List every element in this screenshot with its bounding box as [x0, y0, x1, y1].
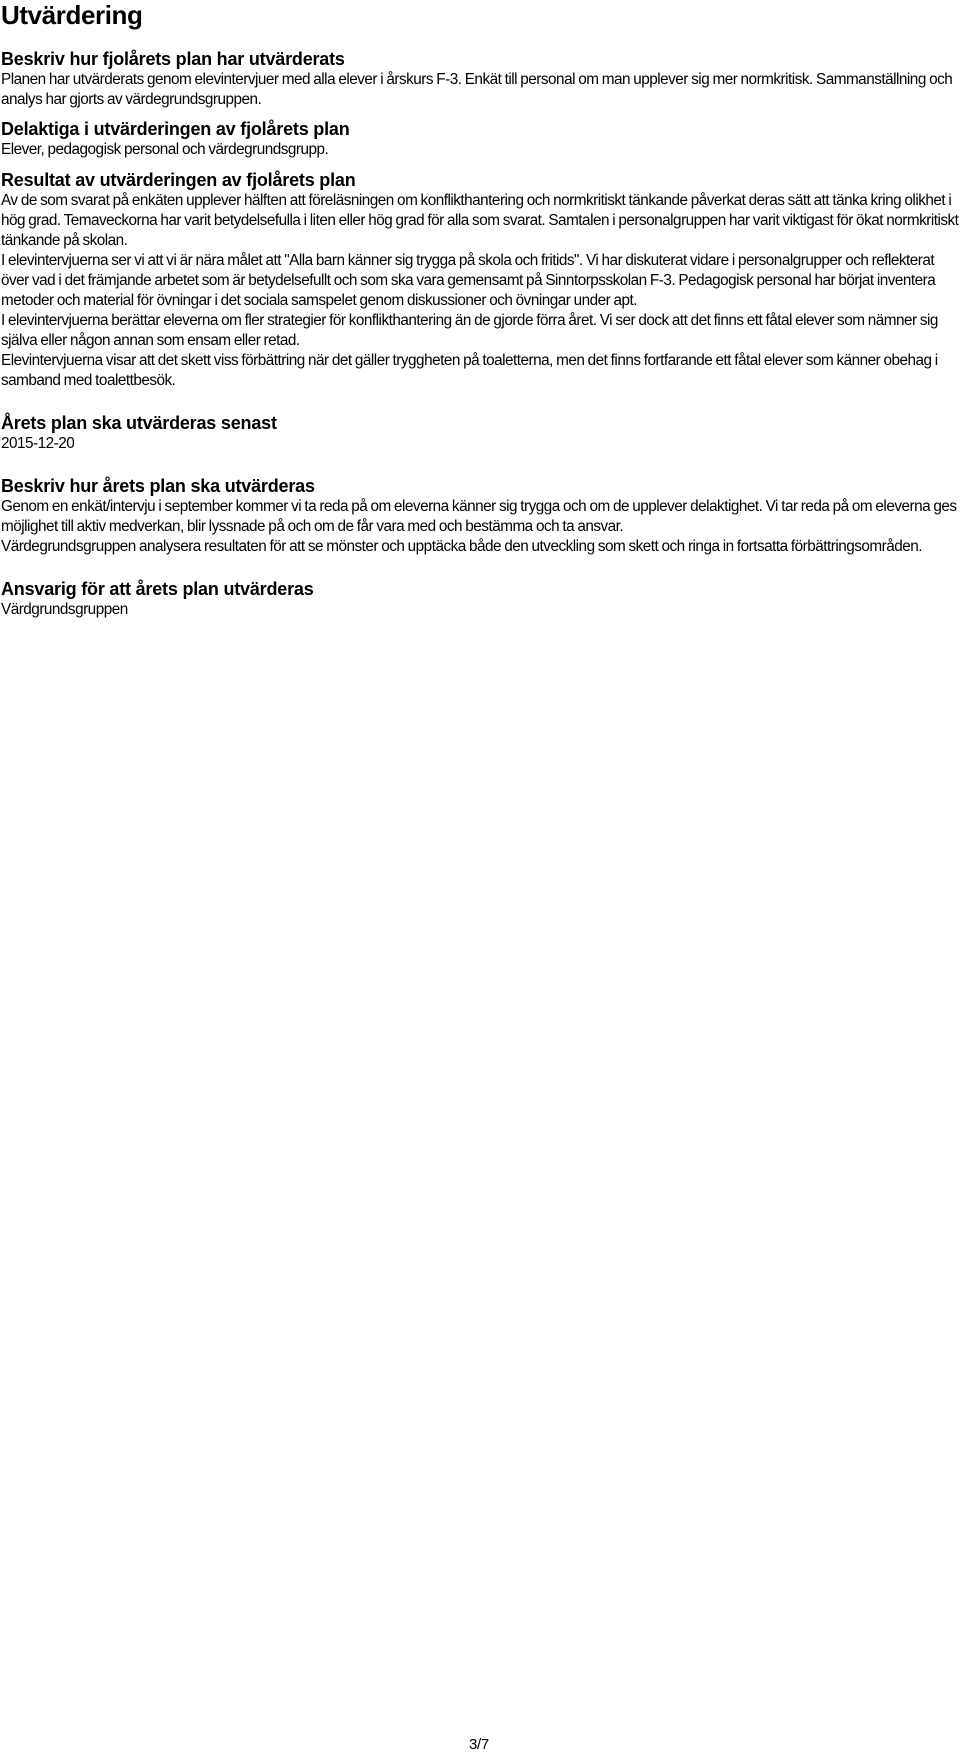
section-evaluation-plan [1, 476, 960, 557]
section-paragraph: Elever, pedagogisk personal och värdegrundsgrupp. [1, 141, 329, 158]
section-heading: Beskriv hur fjolårets plan har utvärderats [1, 49, 345, 69]
section-heading: Ansvarig för att årets plan utvärderas [1, 579, 314, 599]
section-responsible [1, 579, 960, 620]
section-heading: Årets plan ska utvärderas senast [1, 413, 277, 433]
section-paragraph: Av de som svarat på enkäten upplever hälften att föreläsningen om konflikthantering och normkritiskt tänkande påverkat deras sätt att tänka kring olikhet i hög grad. Temaveckorna har varit betydelsefulla i liten eller hög grad för alla som svarat. Samtalen i personalgruppen har varit viktigast för ökat normkritiskt tänkande på skolan. [1, 192, 959, 249]
page-number: 3/7 [469, 1736, 489, 1753]
section-deadline [1, 413, 960, 454]
section-paragraph: Värdgrundsgruppen [1, 601, 128, 618]
section-heading: Delaktiga i utvärderingen av fjolårets plan [1, 119, 350, 139]
section-participants [1, 119, 960, 160]
section-paragraph: Planen har utvärderats genom elevintervjuer med alla elever i årskurs F-3. Enkät till personal om man upplever sig mer normkritisk. Sammanställning och analys har gjorts av värdegrundsgruppen. [1, 71, 953, 108]
page-title: Utvärdering [1, 0, 143, 30]
section-paragraph: Genom en enkät/intervju i september kommer vi ta reda på om eleverna känner sig trygga och om de upplever delaktighet. Vi tar reda på om eleverna ges möjlighet till aktiv medverkan, blir lyssnade på och om de får vara med och bestämma och ta ansvar. [1, 498, 957, 535]
deadline-date: 2015-12-20 [1, 435, 75, 452]
section-heading: Resultat av utvärderingen av fjolårets plan [1, 170, 356, 190]
section-paragraph: Elevintervjuerna visar att det skett viss förbättring när det gäller tryggheten på toaletterna, men det finns fortfarande ett fåtal elever som känner obehag i samband med toalettbesök. [1, 352, 938, 389]
section-paragraph: Värdegrundsgruppen analysera resultaten för att se mönster och upptäcka både den utveckling som skett och ringa in fortsatta förbättringsområden. [1, 538, 923, 555]
section-heading: Beskriv hur årets plan ska utvärderas [1, 476, 315, 496]
section-paragraph: I elevintervjuerna ser vi att vi är nära målet att "Alla barn känner sig trygga på skola och fritids". Vi har diskuterat vidare i personalgrupper och reflekterat över vad i det främjande arbetet som är betydelsefullt och som ska vara gemensamt på Sinntorpsskolan F-3. Pedagogisk personal har börjat inventera metoder och material för övningar i det sociala samspelet genom diskussioner och övningar under apt. [1, 252, 936, 309]
section-paragraph: I elevintervjuerna berättar eleverna om fler strategier för konflikthantering än de gjorde förra året. Vi ser dock att det finns ett fåtal elever som nämner sig själva eller någon annan som ensam eller retad. [1, 312, 938, 349]
section-results [1, 170, 960, 391]
section-evaluation-method [1, 49, 960, 110]
